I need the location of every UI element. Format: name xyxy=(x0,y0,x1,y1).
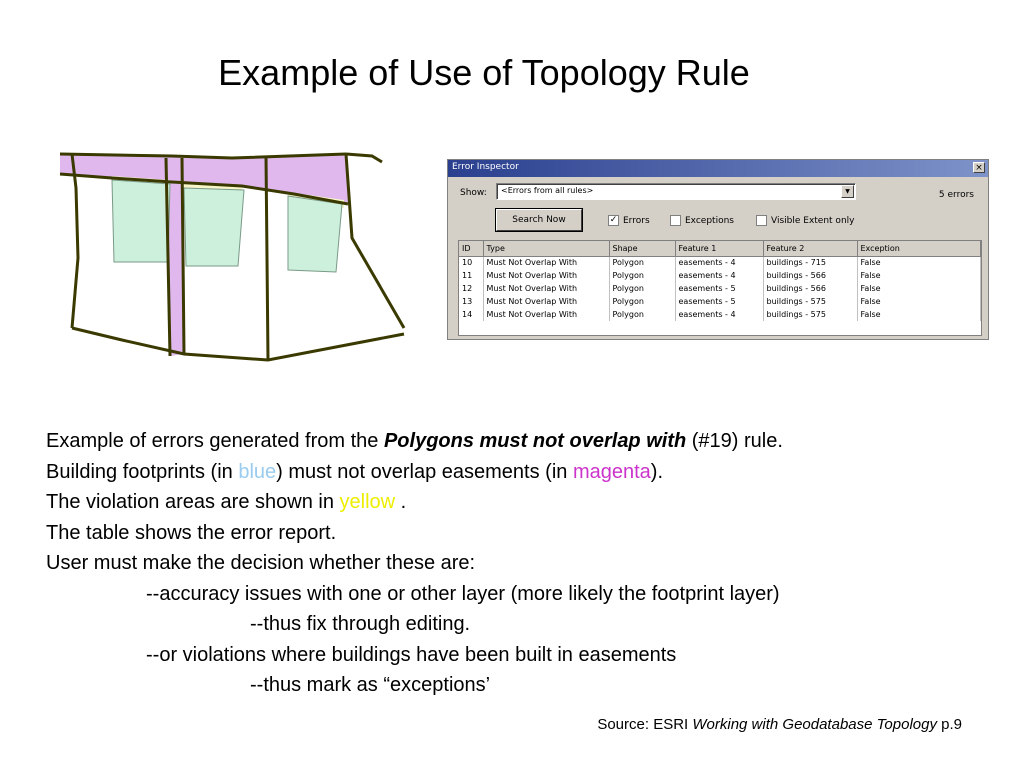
visible-extent-checkbox[interactable] xyxy=(756,215,767,226)
cell-exception: False xyxy=(857,295,981,308)
building-footprint xyxy=(112,180,170,262)
errors-checkbox[interactable]: ✓ xyxy=(609,215,618,225)
cell-type: Must Not Overlap With xyxy=(483,282,609,295)
column-header-type[interactable]: Type xyxy=(483,241,609,256)
text-line xyxy=(46,426,1006,457)
text-line xyxy=(46,457,1006,488)
text-fragment: Example of errors generated from the xyxy=(46,430,384,452)
text-fragment: ). xyxy=(650,460,663,483)
table-row[interactable] xyxy=(459,295,981,308)
cell-type: Must Not Overlap With xyxy=(483,256,609,269)
rule-name: Polygons must not overlap with xyxy=(383,430,687,452)
building-footprint xyxy=(288,196,342,272)
cell-feature2: buildings - 715 xyxy=(763,256,857,269)
search-now-button[interactable]: Search Now xyxy=(496,209,582,231)
cell-type: Must Not Overlap With xyxy=(483,308,609,321)
cell-feature2: buildings - 575 xyxy=(763,295,857,308)
cell-id: 10 xyxy=(459,256,483,269)
errors-checkbox-label: Errors xyxy=(623,215,650,226)
source-work-title: Working with Geodatabase Topology xyxy=(692,716,937,733)
exceptions-checkbox-row[interactable] xyxy=(670,215,734,226)
cell-id: 13 xyxy=(459,295,483,308)
parcel-boundary xyxy=(266,156,268,360)
cell-shape: Polygon xyxy=(609,282,675,295)
parcel-boundary xyxy=(72,154,78,328)
topology-map-figure xyxy=(52,128,412,368)
cell-shape: Polygon xyxy=(609,256,675,269)
cell-feature2: buildings - 575 xyxy=(763,308,857,321)
table-row[interactable] xyxy=(459,256,981,269)
cell-feature1: easements - 4 xyxy=(675,256,763,269)
cell-feature2: buildings - 566 xyxy=(763,282,857,295)
visible-extent-checkbox-label: Visible Extent only xyxy=(771,215,855,226)
column-header-id[interactable]: ID xyxy=(459,241,483,256)
cell-id: 12 xyxy=(459,282,483,295)
cell-feature1: easements - 5 xyxy=(675,282,763,295)
column-header-feature1[interactable]: Feature 1 xyxy=(675,241,763,256)
cell-exception: False xyxy=(857,282,981,295)
building-footprint xyxy=(184,188,244,266)
column-header-exception[interactable]: Exception xyxy=(857,241,981,256)
cell-exception: False xyxy=(857,308,981,321)
source-prefix: Source: ESRI xyxy=(597,716,693,733)
exceptions-checkbox-label: Exceptions xyxy=(685,215,734,226)
cell-feature2: buildings - 566 xyxy=(763,269,857,282)
text-fragment: (#19) rule. xyxy=(686,430,783,452)
source-page: p.9 xyxy=(936,716,962,733)
error-inspector-titlebar xyxy=(448,160,988,177)
table-row[interactable] xyxy=(459,308,981,321)
blue-word: blue xyxy=(238,460,277,483)
text-fragment: The violation areas are shown in xyxy=(46,491,340,513)
yellow-word: yellow xyxy=(339,491,396,513)
close-icon[interactable]: × xyxy=(973,162,985,173)
text-line: User must make the decision whether these are: xyxy=(46,552,476,574)
table-row[interactable] xyxy=(459,282,981,295)
cell-type: Must Not Overlap With xyxy=(483,295,609,308)
cell-shape: Polygon xyxy=(609,308,675,321)
text-line xyxy=(46,487,1006,518)
parcel-boundary xyxy=(346,154,404,328)
error-table xyxy=(458,240,982,336)
text-fragment: . xyxy=(395,491,407,513)
parcel-boundary xyxy=(346,154,382,162)
cell-id: 11 xyxy=(459,269,483,282)
cell-feature1: easements - 4 xyxy=(675,308,763,321)
text-line: --thus mark as “exceptions’ xyxy=(250,674,491,696)
cell-feature1: easements - 5 xyxy=(675,295,763,308)
cell-feature1: easements - 4 xyxy=(675,269,763,282)
show-dropdown-value: <Errors from all rules> xyxy=(501,186,594,195)
text-fragment: Building footprints (in xyxy=(46,460,239,483)
errors-checkbox-row[interactable] xyxy=(608,215,650,226)
error-inspector-window xyxy=(447,159,989,340)
text-line: The table shows the error report. xyxy=(46,521,337,544)
slide-title: Example of Use of Topology Rule xyxy=(218,52,750,93)
show-dropdown[interactable] xyxy=(496,183,856,200)
table-header-row xyxy=(459,241,981,256)
window-title: Error Inspector xyxy=(452,162,519,172)
parcel-boundary xyxy=(72,328,404,360)
chevron-down-icon[interactable]: ▼ xyxy=(841,185,854,198)
cell-id: 14 xyxy=(459,308,483,321)
source-citation xyxy=(0,716,962,733)
visible-extent-checkbox-row[interactable] xyxy=(756,215,854,226)
cell-type: Must Not Overlap With xyxy=(483,269,609,282)
cell-exception: False xyxy=(857,256,981,269)
exceptions-checkbox[interactable] xyxy=(670,215,681,226)
show-label: Show: xyxy=(460,188,487,198)
magenta-word: magenta xyxy=(572,460,651,483)
error-count: 5 errors xyxy=(938,190,974,200)
column-header-shape[interactable]: Shape xyxy=(609,241,675,256)
table-row[interactable] xyxy=(459,269,981,282)
parcel-boundary xyxy=(182,158,184,354)
cell-exception: False xyxy=(857,269,981,282)
text-line: --thus fix through editing. xyxy=(250,613,471,635)
text-fragment: ) must not overlap easements (in xyxy=(276,460,573,483)
cell-shape: Polygon xyxy=(609,269,675,282)
body-text xyxy=(46,426,1006,701)
column-header-feature2[interactable]: Feature 2 xyxy=(763,241,857,256)
cell-shape: Polygon xyxy=(609,295,675,308)
text-line: --accuracy issues with one or other layer (more likely the footprint layer) xyxy=(146,582,780,605)
text-line: --or violations where buildings have been built in easements xyxy=(146,643,677,666)
